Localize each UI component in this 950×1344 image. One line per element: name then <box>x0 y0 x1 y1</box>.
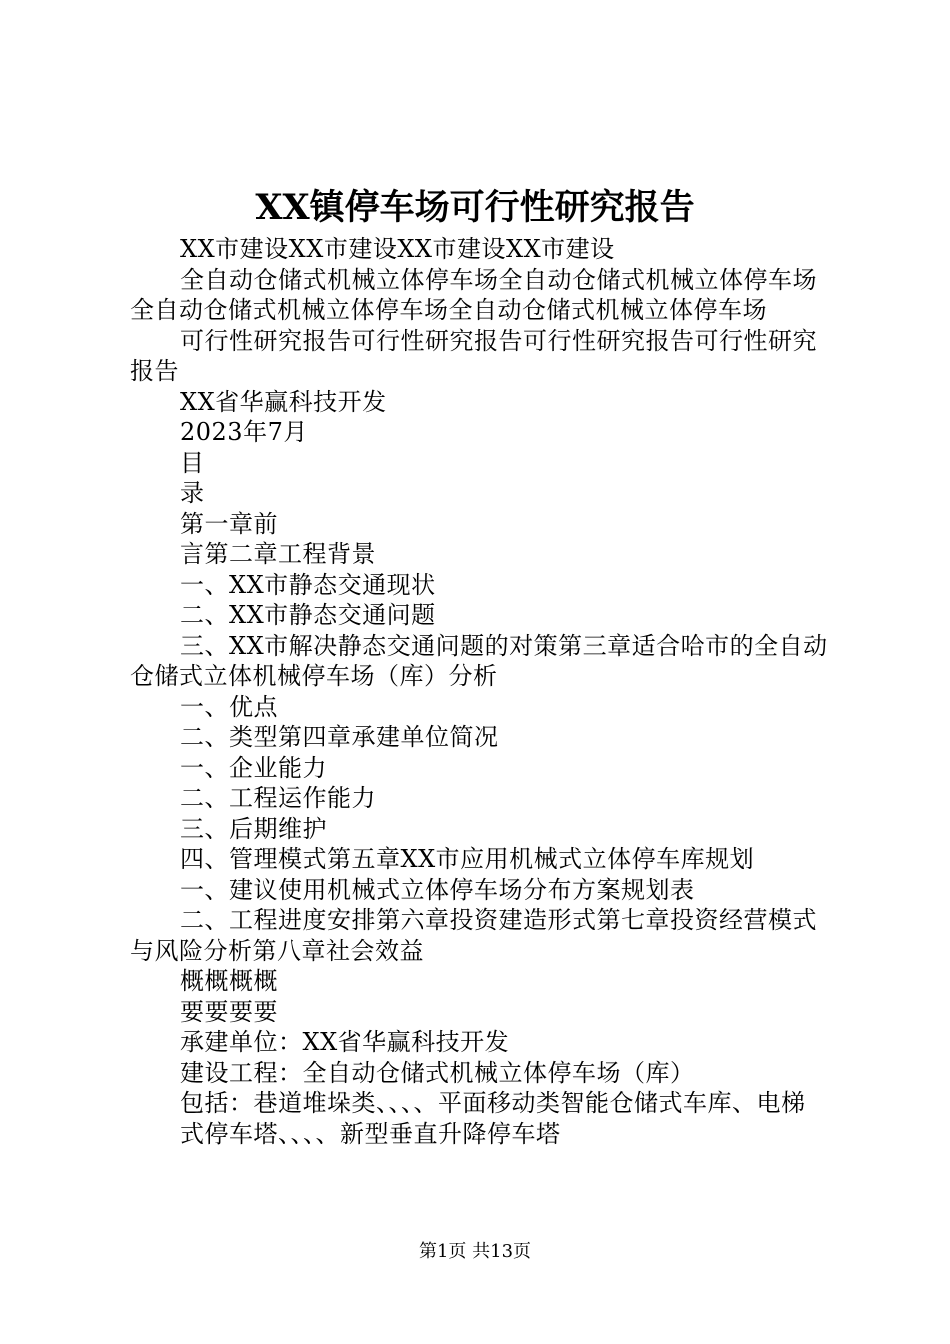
paragraph: 三、后期维护 <box>180 814 327 843</box>
paragraph: 承建单位：XX省华赢科技开发 <box>180 1028 510 1056</box>
paragraph: 2023年7月 <box>180 418 308 446</box>
paragraph: 二、工程运作能力 <box>180 784 376 812</box>
paragraph: 一、优点 <box>180 692 278 721</box>
document-title: XX镇停车场可行性研究报告 <box>255 187 695 228</box>
paragraph: 一、企业能力 <box>180 753 327 782</box>
paragraph: XX市建设XX市建设XX市建设XX市建设 <box>180 235 615 263</box>
paragraph: 三、XX市解决静态交通问题的对策第三章适合哈市的全自动仓储式立体机械停车场（库）分析 <box>130 631 828 690</box>
paragraph: 可行性研究报告可行性研究报告可行性研究报告可行性研究报告 <box>130 326 817 385</box>
paragraph: 一、建议使用机械式立体停车场分布方案规划表 <box>180 875 695 904</box>
paragraph: 第一章前 <box>180 509 278 538</box>
paragraph: 全自动仓储式机械立体停车场全自动仓储式机械立体停车场全自动仓储式机械立体停车场全自动仓储式机械立体停车场 <box>130 265 817 324</box>
paragraph: 四、管理模式第五章XX市应用机械式立体停车库规划 <box>180 845 755 873</box>
document-body <box>130 234 835 1149</box>
paragraph: 目 <box>180 448 205 477</box>
paragraph: XX省华赢科技开发 <box>180 387 387 416</box>
paragraph: 要要要要 <box>180 997 278 1026</box>
paragraph: 录 <box>180 479 205 507</box>
paragraph: 言第二章工程背景 <box>180 540 376 568</box>
paragraph: 二、类型第四章承建单位简况 <box>180 723 499 751</box>
paragraph: 包括：巷道堆垛类、、、、平面移动类智能仓储式车库、电梯 <box>180 1089 806 1117</box>
paragraph: 二、工程进度安排第六章投资建造形式第七章投资经营模式与风险分析第八章社会效益 <box>130 906 817 965</box>
page-number-footer: 第1页 共13页 <box>418 1241 532 1262</box>
paragraph: 概概概概 <box>180 967 278 995</box>
paragraph: 二、XX市静态交通问题 <box>180 601 436 629</box>
paragraph: 式停车塔、、、、新型垂直升降停车塔 <box>180 1119 561 1148</box>
paragraph: 一、XX市静态交通现状 <box>180 570 436 599</box>
paragraph: 建设工程：全自动仓储式机械立体停车场（库） <box>180 1058 695 1087</box>
